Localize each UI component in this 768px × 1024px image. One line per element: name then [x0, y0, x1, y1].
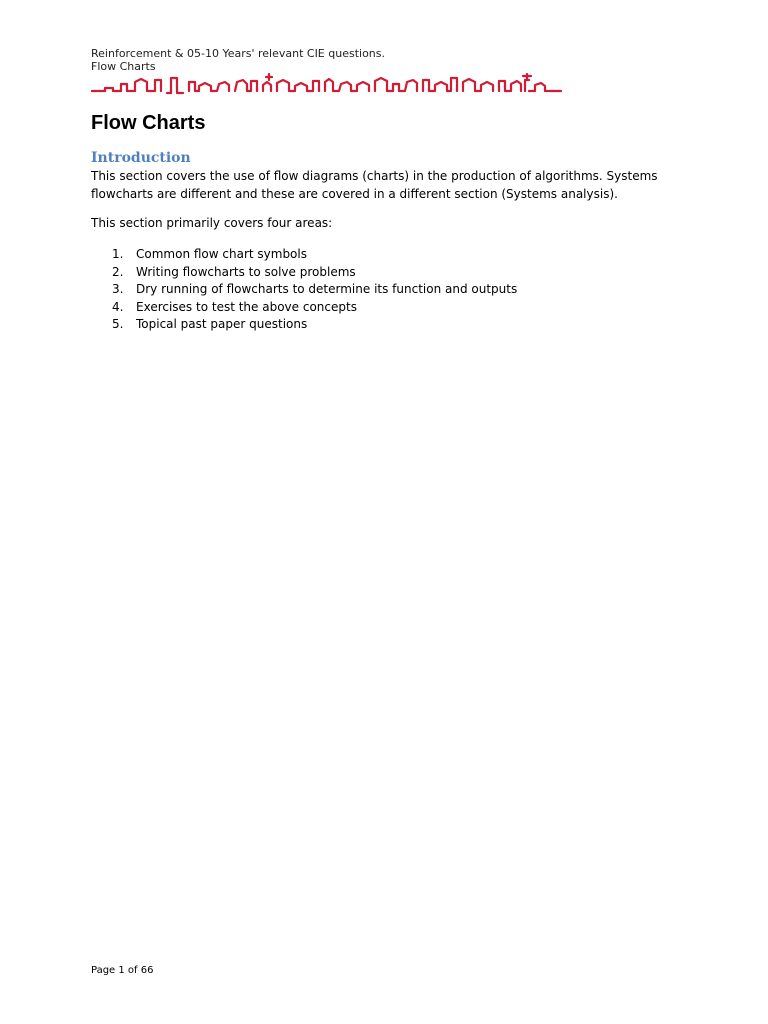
areas-list: [112, 246, 517, 334]
list-item-text: Common flow chart symbols: [136, 247, 307, 261]
skyline-border-icon: [91, 72, 563, 98]
list-item-text: Writing flowcharts to solve problems: [136, 264, 356, 279]
page-number: Page 1 of 66: [91, 965, 154, 976]
page-header: [91, 47, 385, 73]
list-item-number: 5.: [112, 317, 124, 331]
header-course-title: Reinforcement & 05-10 Years' relevant CIE questions.: [91, 47, 386, 60]
areas-paragraph: This section primarily covers four areas:: [91, 216, 333, 230]
list-item: [112, 316, 517, 334]
list-item: [112, 281, 517, 299]
list-item-number: 3.: [112, 282, 124, 296]
intro-paragraph: This section covers the use of flow diagrams (charts) in the production of algorithms. Systems flowcharts are different and these are covered in a different section (Systems analysis).: [91, 169, 658, 201]
list-item: [112, 299, 517, 317]
page-title: Flow Charts: [91, 112, 206, 134]
list-item-number: 1.: [112, 247, 124, 261]
list-item-text: Dry running of flowcharts to determine its function and outputs: [136, 282, 518, 296]
list-item: [112, 264, 517, 282]
list-item-number: 2.: [112, 264, 124, 279]
header-topic: Flow Charts: [91, 60, 156, 73]
list-item-text: Exercises to test the above concepts: [136, 299, 357, 314]
list-item-text: Topical past paper questions: [136, 317, 308, 331]
list-item-number: 4.: [112, 299, 124, 314]
introduction-heading: Introduction: [91, 150, 191, 166]
list-item: [112, 246, 517, 264]
